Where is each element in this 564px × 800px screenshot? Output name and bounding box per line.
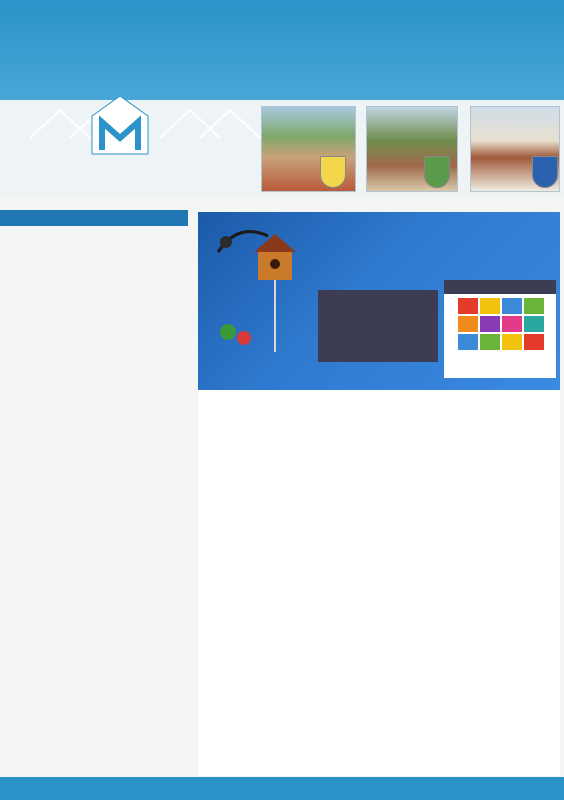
poster-banner [198,212,560,390]
crest-neuhausen [424,156,450,188]
crest-glems [532,156,558,188]
crest-metzingen [320,156,346,188]
footer-banner [0,777,564,800]
houses-logo [30,88,260,158]
toc-heading [0,210,188,226]
fz-label [444,280,556,294]
table-header [206,414,556,426]
birdhouse-illustration [198,212,328,362]
table-of-contents [0,210,188,226]
familientage-poster [198,212,560,776]
fz-color-grid [458,298,544,350]
masthead [0,0,564,196]
year-box [318,290,438,362]
masthead-band [0,0,564,100]
familienzentrum-logo [444,280,556,378]
